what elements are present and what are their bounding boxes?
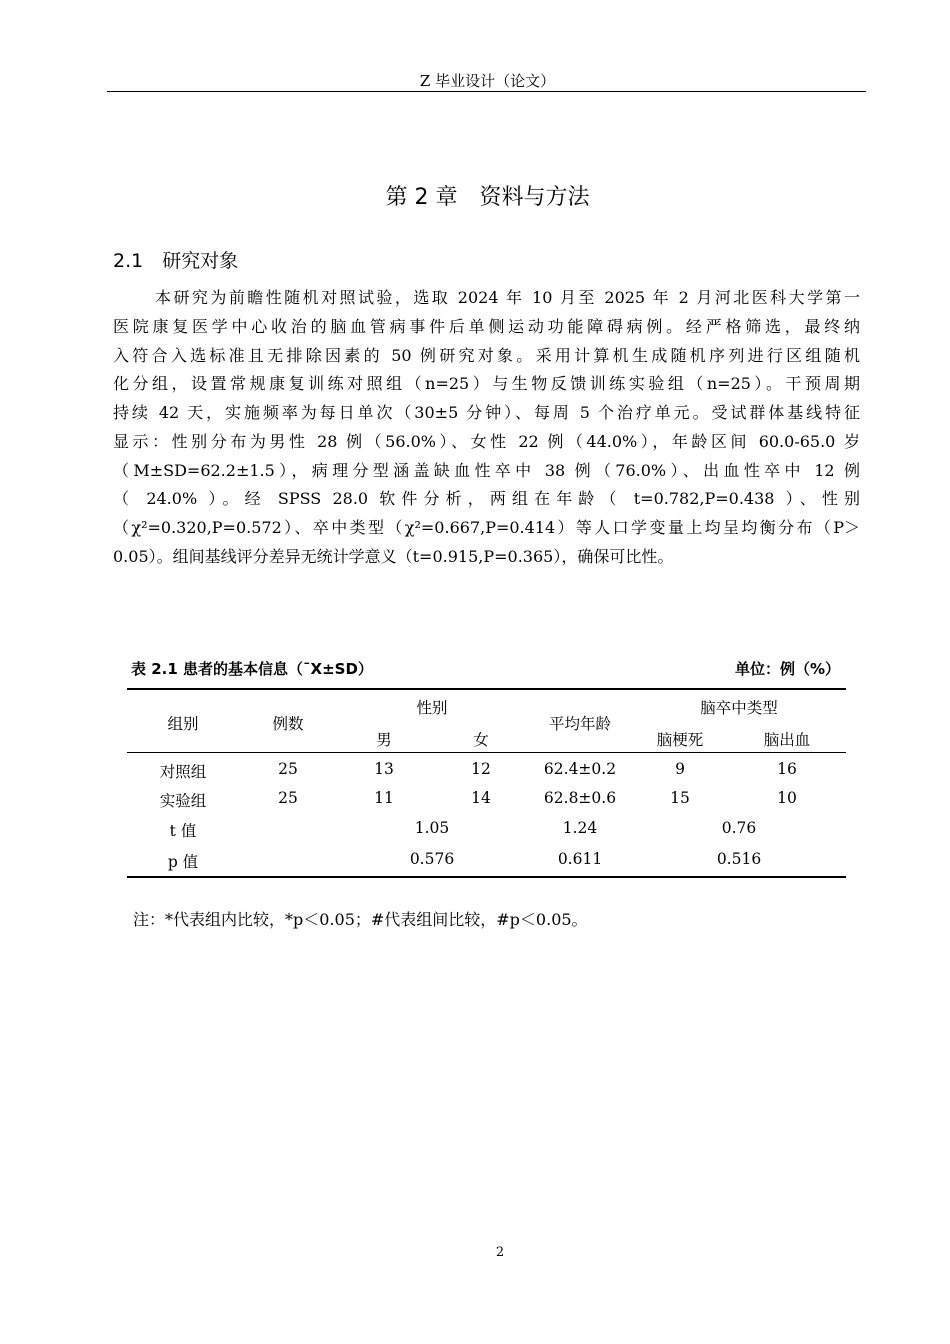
table-caption: 表 2.1 患者的基本信息（¯X±SD） bbox=[131, 660, 373, 678]
header-stroke-type: 脑卒中类型 bbox=[700, 699, 778, 717]
cell-stroke-p: 0.516 bbox=[716, 850, 762, 868]
cell-label: t 值 bbox=[169, 822, 197, 840]
table-unit: 单位：例（%） bbox=[734, 660, 840, 678]
cell-hemorrhage: 10 bbox=[777, 789, 797, 807]
header-count: 例数 bbox=[272, 715, 304, 733]
paragraph-line: 入符合入选标准且无排除因素的 50 例研究对象。采用计算机生成随机序列进行区组随机 bbox=[113, 346, 860, 365]
cell-age-t: 1.24 bbox=[562, 819, 598, 837]
cell-label: p 值 bbox=[167, 853, 199, 871]
header-hemorrhage: 脑出血 bbox=[763, 731, 811, 749]
table-bottom-rule bbox=[127, 876, 846, 878]
cell-infarction: 15 bbox=[670, 789, 690, 807]
cell-male: 11 bbox=[374, 789, 394, 807]
cell-age: 62.4±0.2 bbox=[543, 760, 617, 778]
cell-sex-p: 0.576 bbox=[409, 850, 455, 868]
paragraph-line: （M±SD=62.2±1.5），病理分型涵盖缺血性卒中 38 例（76.0%）、出血性卒中 12 例 bbox=[113, 461, 860, 480]
cell-age-p: 0.611 bbox=[557, 850, 603, 868]
header-age: 平均年龄 bbox=[548, 715, 611, 733]
page-number: 2 bbox=[495, 1245, 505, 1260]
paragraph-line: 0.05）。组间基线评分差异无统计学意义（t=0.915,P=0.365），确保可比性。 bbox=[113, 547, 674, 566]
paragraph-line: （ 24.0% ）。经 SPSS 28.0 软件分析，两组在年龄（ t=0.782,P=0.438 ）、性别 bbox=[113, 489, 860, 508]
cell-group: 对照组 bbox=[159, 763, 207, 781]
paragraph-line: 显示：性别分布为男性 28 例（56.0%）、女性 22 例（44.0%），年龄区间 60.0-65.0 岁 bbox=[113, 432, 860, 451]
header-female: 女 bbox=[473, 731, 489, 749]
cell-age: 62.8±0.6 bbox=[543, 789, 617, 807]
paragraph-line: 本研究为前瞻性随机对照试验，选取 2024 年 10 月至 2025 年 2 月河北医科大学第一 bbox=[155, 288, 860, 307]
header-divider bbox=[107, 91, 866, 92]
header-infarction: 脑梗死 bbox=[656, 731, 704, 749]
cell-count: 25 bbox=[278, 789, 298, 807]
paragraph-line: 持续 42 天，实施频率为每日单次（30±5 分钟）、每周 5 个治疗单元。受试群体基线特征 bbox=[113, 403, 860, 422]
chapter-title: 第 2 章 资料与方法 bbox=[385, 185, 590, 210]
header-group: 组别 bbox=[167, 715, 199, 733]
header-male: 男 bbox=[376, 731, 392, 749]
cell-sex-t: 1.05 bbox=[414, 819, 450, 837]
table-note: 注：*代表组内比较，*p＜0.05；#代表组间比较，#p＜0.05。 bbox=[133, 910, 588, 929]
paragraph-line: （χ²=0.320,P=0.572）、卒中类型（χ²=0.667,P=0.414）等人口学变量上均呈均衡分布（P＞ bbox=[113, 518, 860, 537]
running-header: Z 毕业设计（论文） bbox=[419, 72, 556, 90]
cell-female: 12 bbox=[471, 760, 491, 778]
paragraph-line: 医院康复医学中心收治的脑血管病事件后单侧运动功能障碍病例。经严格筛选，最终纳 bbox=[113, 317, 860, 336]
cell-male: 13 bbox=[374, 760, 394, 778]
paragraph-line: 化分组，设置常规康复训练对照组（n=25）与生物反馈训练实验组（n=25）。干预周期 bbox=[113, 374, 860, 393]
section-title: 2.1 研究对象 bbox=[113, 250, 239, 272]
cell-group: 实验组 bbox=[159, 792, 207, 810]
cell-infarction: 9 bbox=[675, 760, 685, 778]
table-top-rule bbox=[127, 688, 846, 690]
cell-count: 25 bbox=[278, 760, 298, 778]
cell-female: 14 bbox=[471, 789, 491, 807]
cell-stroke-t: 0.76 bbox=[721, 819, 757, 837]
header-sex: 性别 bbox=[416, 699, 448, 717]
cell-hemorrhage: 16 bbox=[777, 760, 797, 778]
table-header-rule bbox=[127, 752, 846, 753]
